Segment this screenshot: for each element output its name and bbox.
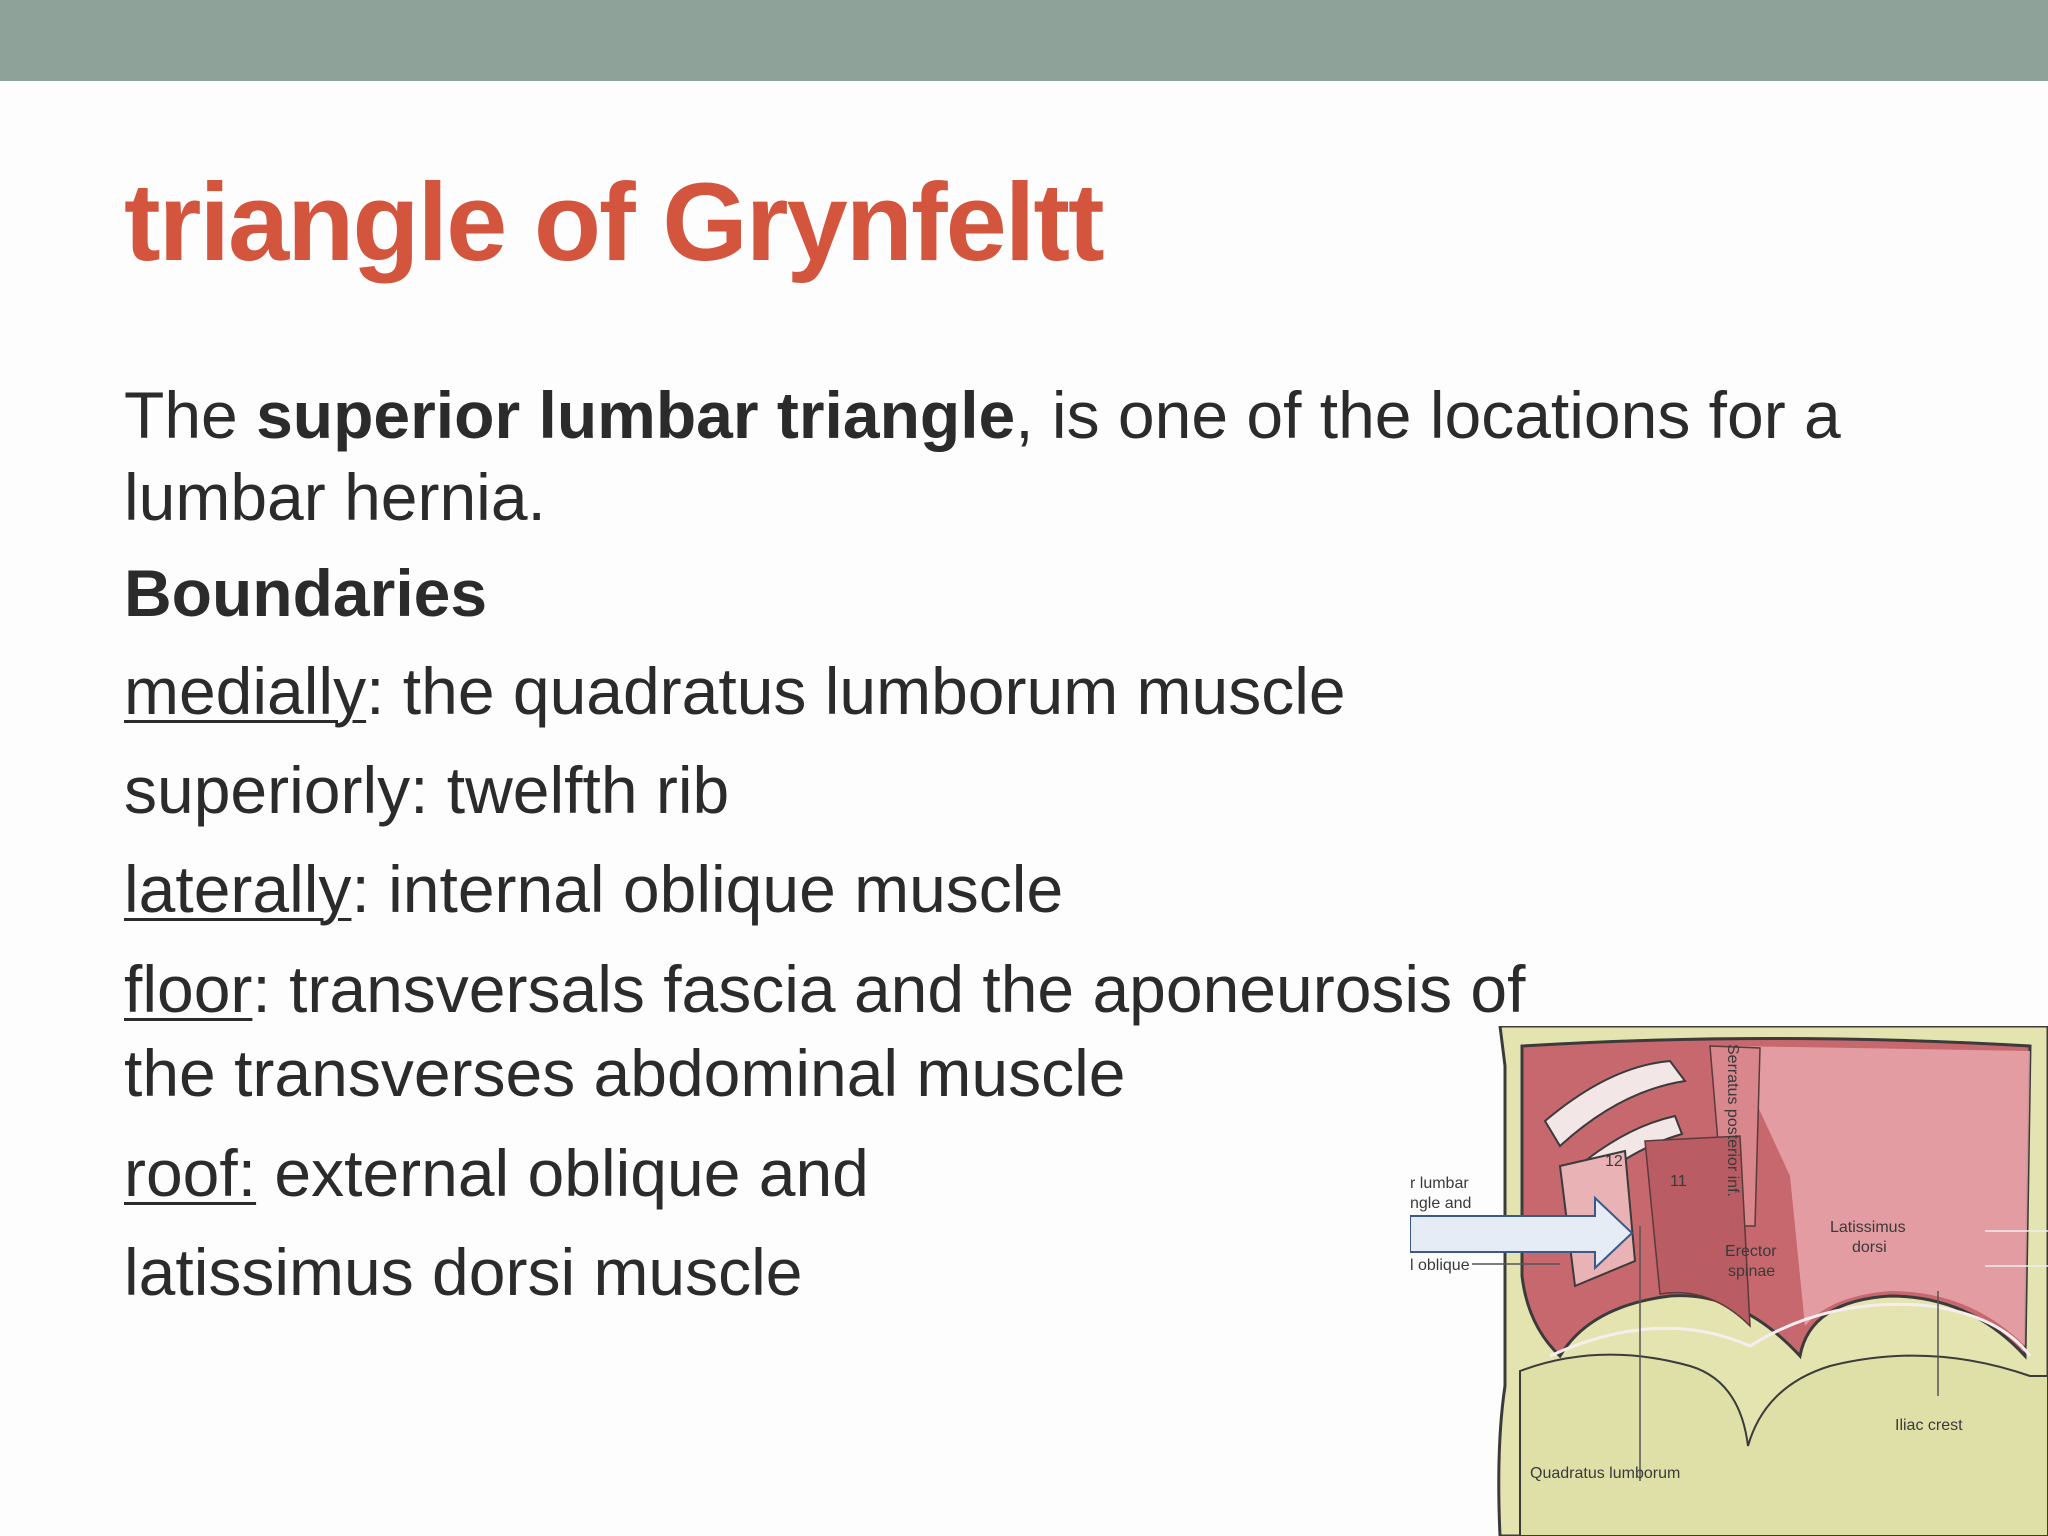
label-erector-1: Erector	[1725, 1243, 1777, 1260]
lumbar-anatomy-svg	[1410, 1026, 2048, 1536]
boundary-medially	[124, 650, 1954, 732]
label-serratus: Serratus posterior inf.	[1724, 1044, 1741, 1197]
boundary-text: external oblique and	[256, 1136, 869, 1210]
boundary-term: floor	[124, 952, 253, 1026]
boundary-term: laterally	[124, 852, 352, 926]
boundary-roof-continuation: latissimus dorsi muscle	[124, 1235, 803, 1309]
slide-title: triangle of Grynfeltt	[124, 161, 1103, 284]
label-rib-11: 11	[1670, 1173, 1687, 1190]
boundary-sep: :	[366, 654, 385, 728]
boundary-laterally	[124, 848, 1954, 930]
boundary-term: superiorly	[124, 753, 411, 827]
label-latissimus-2: dorsi	[1852, 1239, 1887, 1256]
intro-pre: The	[124, 378, 257, 452]
boundary-text: transversals fascia and the aponeurosis of the transverses abdominal muscle	[124, 952, 1526, 1110]
label-latissimus-1: Latissimus	[1830, 1219, 1906, 1236]
boundary-superiorly	[124, 749, 1954, 831]
label-quadratus-lumborum: Quadratus lumborum	[1530, 1465, 1681, 1482]
boundary-text: twelfth rib	[428, 753, 730, 827]
intro-paragraph	[124, 374, 1954, 538]
label-lumbar-2: ngle and	[1410, 1195, 1472, 1212]
boundary-term: roof:	[124, 1136, 257, 1210]
label-lumbar-1: r lumbar	[1410, 1175, 1469, 1192]
boundary-floor	[124, 947, 1604, 1115]
label-oblique: l oblique	[1410, 1257, 1470, 1274]
label-erector-2: spinae	[1728, 1263, 1776, 1280]
boundary-text: the quadratus lumborum muscle	[384, 654, 1346, 728]
boundary-term: medially	[124, 654, 367, 728]
label-iliac-crest: Iliac crest	[1895, 1417, 1963, 1434]
boundary-sep: :	[351, 852, 370, 926]
boundary-sep: :	[410, 753, 429, 827]
boundary-sep: :	[252, 952, 271, 1026]
anatomy-illustration	[1410, 1026, 2048, 1536]
boundaries-heading: Boundaries	[124, 556, 488, 630]
top-accent-bar	[0, 0, 2048, 81]
intro-post: , is one of the locations for a lumbar hernia.	[124, 378, 1841, 534]
intro-bold-term: superior lumbar triangle	[256, 378, 1016, 452]
boundary-text: internal oblique muscle	[369, 852, 1064, 926]
label-rib-12: 12	[1605, 1153, 1623, 1170]
